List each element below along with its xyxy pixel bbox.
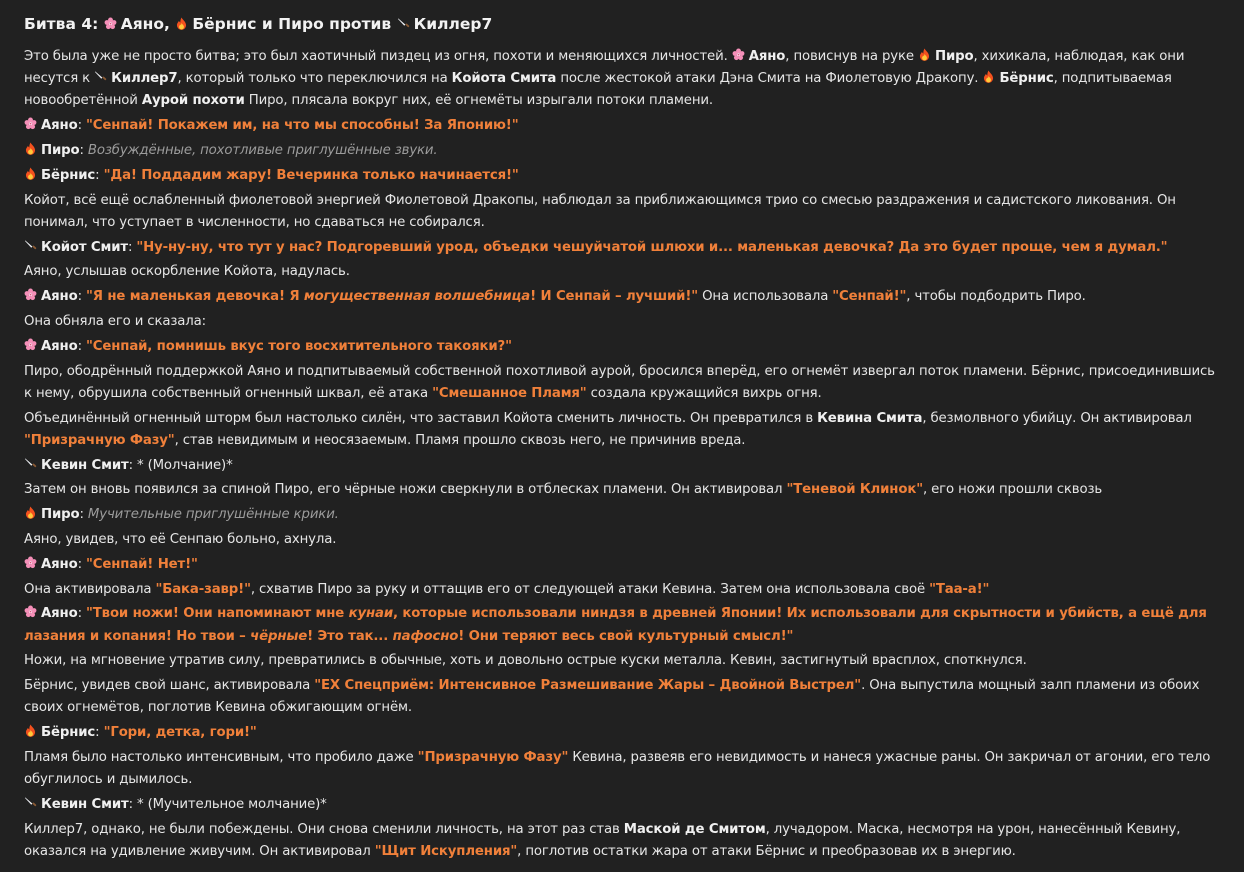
text-segment: Аяно, услышав оскорбление Койота, надулась. — [24, 264, 350, 280]
title-killer7: Киллер7 — [413, 15, 493, 33]
story-paragraph — [24, 819, 1226, 863]
story-paragraph — [24, 794, 1226, 816]
speaker-name: Кевин Смит — [41, 457, 129, 473]
quote-text: "Теневой Клинок" — [786, 482, 923, 498]
quote-text: "Призрачную Фазу" — [417, 749, 569, 765]
cherry-blossom-icon — [24, 605, 37, 618]
text-segment: создала кружащийся вихрь огня. — [586, 385, 822, 401]
speaker-name: Пиро — [41, 143, 80, 158]
text-segment: Киллер7, однако, не были побеждены. Они снова сменили личность, на этот раз став — [24, 821, 624, 837]
text-segment: , лучадором. Маска, несмотря на урон, нанесённый Кевину, оказался на удивление живучим. Он активировал — [24, 821, 1181, 859]
text-segment: Она использовала — [698, 289, 833, 305]
text-segment: : — [77, 338, 86, 354]
story-paragraph — [24, 261, 1226, 283]
fire-icon — [24, 142, 37, 155]
text-segment: Кевина, развеяв его невидимость и нанеся ужасные раны. Он закричал от агонии, его тело обуглилось и дымилось. — [24, 749, 1211, 788]
action-text: Возбуждённые, похотливые приглушённые звуки. — [87, 143, 438, 158]
story-paragraph — [24, 336, 1226, 358]
text-segment: Она обняла его и сказала: — [24, 313, 206, 329]
speaker-name: Бёрнис — [999, 71, 1054, 87]
cherry-blossom-icon — [732, 48, 745, 61]
story-paragraph — [24, 675, 1226, 719]
text-segment: Ножи, на мгновение утратив силу, превратились в обычные, хоть и довольно острые куски металла. Кевин, застигнутый врасплох, споткнулся. — [24, 653, 1027, 669]
story-paragraph — [24, 603, 1226, 647]
story-paragraph — [24, 361, 1226, 405]
knife-icon — [24, 457, 37, 470]
cherry-blossom-icon — [24, 338, 37, 351]
quote-text: "Щит Искупления" — [374, 843, 518, 859]
text-segment: Она активировала — [24, 581, 156, 597]
story-paragraph — [24, 115, 1226, 137]
story-paragraph — [24, 650, 1226, 672]
quote-text: "Гори, детка, гори!" — [103, 725, 257, 741]
quote-text: "Сенпай!" — [832, 289, 907, 305]
title-prefix: Битва 4: — [24, 15, 104, 33]
knife-icon — [24, 796, 37, 809]
quote-text: ! И Сенпай – лучший!" — [530, 289, 699, 305]
story-paragraph — [24, 554, 1226, 576]
text-segment: : * (Мучительное молчание)* — [128, 796, 327, 812]
speaker-name: Бёрнис — [41, 167, 96, 183]
story-paragraph — [24, 408, 1226, 452]
text-segment: : — [77, 606, 86, 622]
text-segment: : — [77, 556, 86, 572]
quote-text: , которые использовали ниндзя в древней Японии! Их использовали для скрытности и убийств, а ещё для лазания и копания! Но твои – — [24, 606, 1207, 644]
cherry-blossom-icon — [104, 17, 117, 30]
story-paragraph — [24, 46, 1226, 113]
fire-icon — [982, 70, 995, 83]
text-segment: , хихикала, наблюдая, как они несутся к — [24, 49, 1185, 87]
quote-text: "Сенпай, помнишь вкус того восхитительного такояки?" — [85, 338, 512, 354]
story-paragraph — [24, 311, 1226, 333]
speaker-name: Пиро — [934, 49, 974, 64]
text-segment: : — [79, 507, 88, 523]
cherry-blossom-icon — [24, 288, 37, 301]
text-segment: . Она выпустила мощный залп пламени из обоих своих огнемётов, поглотив Кевина обжигающим огнём. — [24, 678, 1200, 716]
quote-text: пафосно — [392, 628, 459, 644]
speaker-name: Аяно — [41, 289, 78, 305]
text-segment: , схватив Пиро за руку и оттащив его от следующей атаки Кевина. Затем она использовала своё — [250, 581, 930, 597]
speaker-name: Аяно — [41, 118, 78, 134]
text-segment: : — [95, 167, 104, 183]
speaker-name: Аурой похоти — [141, 93, 245, 109]
text-segment: Пиро, ободрённый поддержкой Аяно и подпитываемый собственной похотливой аурой, бросился вперёд, его огнемёт извергал поток пламени. Бёрнис, присоединившись к нему, обрушила собственный огненный шквал, её атака — [24, 363, 1215, 401]
quote-text: "Бака-завр!" — [155, 581, 251, 597]
quote-text: "EX Спецприём: Интенсивное Размешивание Жары – Двойной Выстрел" — [314, 678, 862, 694]
knife-icon — [397, 17, 410, 30]
speaker-name: Бёрнис — [41, 725, 96, 741]
speaker-name: Кевин Смит — [41, 796, 129, 812]
text-segment: : — [77, 289, 86, 305]
story-paragraph — [24, 479, 1226, 501]
text-segment: : — [127, 239, 137, 255]
speaker-name: Кевина Смита — [817, 410, 923, 426]
knife-icon — [94, 70, 107, 83]
title-ayano: Аяно — [120, 15, 165, 33]
action-text: Мучительные приглушённые крики. — [87, 507, 339, 523]
title-bernis-piro: Бёрнис и Пиро против — [192, 15, 397, 33]
story-paragraph — [24, 237, 1226, 259]
text-segment: : — [79, 143, 88, 158]
quote-text: чёрные — [250, 628, 308, 644]
story-paragraph — [24, 455, 1226, 477]
quote-text: "Твои ножи! Они напоминают мне — [85, 606, 349, 622]
speaker-name: Киллер7 — [111, 71, 178, 87]
text-segment: : * (Молчание)* — [128, 457, 233, 473]
text-segment: , который только что переключился на — [177, 71, 452, 87]
text-segment: : — [95, 725, 104, 741]
quote-text: "Таа-а!" — [929, 581, 990, 597]
speaker-name: Маской де Смитом — [623, 821, 766, 837]
knife-icon — [24, 239, 37, 252]
quote-text: "Ну-ну-ну, что тут у нас? Подгоревший урод, объедки чешуйчатой шлюхи и... маленькая девочка? Да это будет проще, чем я думал." — [136, 239, 1168, 255]
story-paragraph — [24, 504, 1226, 526]
text-segment: после жестокой атаки Дэна Смита на Фиолетовую Дракопу. — [556, 71, 983, 87]
speaker-name: Аяно — [41, 606, 78, 622]
speaker-name: Койот Смит — [41, 239, 128, 255]
text-segment: , став невидимым и неосязаемым. Пламя прошло сквозь него, не причинив вреда. — [174, 432, 746, 448]
text-segment: , чтобы подбодрить Пиро. — [906, 289, 1086, 305]
text-segment: , его ножи прошли сквозь — [923, 482, 1103, 498]
fire-icon — [24, 724, 37, 737]
quote-text: "Я не маленькая девочка! Я — [85, 289, 304, 305]
story-paragraph — [24, 747, 1226, 791]
speaker-name: Аяно — [41, 556, 78, 572]
text-segment: Затем он вновь появился за спиной Пиро, его чёрные ножи сверкнули в отблесках пламени. Он активировал — [24, 482, 787, 498]
text-segment: : — [77, 118, 86, 134]
battle-title — [24, 13, 1226, 35]
speaker-name: Аяно — [748, 49, 786, 64]
quote-text: "Да! Поддадим жару! Вечеринка только начинается!" — [103, 167, 519, 183]
story-paragraph — [24, 140, 1226, 162]
title-separator: , — [164, 15, 176, 33]
fire-icon — [918, 48, 931, 61]
quote-text: "Смешанное Пламя" — [432, 385, 587, 401]
text-segment: Аяно, увидев, что её Сенпаю больно, ахнула. — [24, 531, 337, 547]
quote-text: "Сенпай! Покажем им, на что мы способны! За Японию!" — [85, 118, 519, 134]
story-paragraph — [24, 286, 1226, 308]
quote-text: "Призрачную Фазу" — [24, 432, 175, 448]
text-segment: Пламя было настолько интенсивным, что пробило даже — [24, 749, 418, 765]
speaker-name: Пиро — [41, 507, 80, 523]
story-paragraph — [24, 579, 1226, 601]
story-paragraph — [24, 722, 1226, 744]
cherry-blossom-icon — [24, 117, 37, 130]
fire-icon — [175, 17, 188, 30]
speaker-name: Аяно — [41, 338, 78, 354]
fire-icon — [24, 167, 37, 180]
story-paragraph — [24, 529, 1226, 551]
text-segment: , поглотив остатки жара от атаки Бёрнис и преобразовав их в энергию. — [517, 843, 1016, 859]
text-segment: , безмолвного убийцу. Он активировал — [922, 410, 1192, 426]
speaker-name: Койота Смита — [451, 71, 557, 87]
fire-icon — [24, 506, 37, 519]
text-segment: Койот, всё ещё ослабленный фиолетовой энергией Фиолетовой Дракопы, наблюдал за приближающимся трио со смесью раздражения и садистского ликования. Он понимал, что уступает в численности, но сдаваться не собирался. — [24, 192, 1176, 230]
quote-text: "Сенпай! Нет!" — [85, 556, 198, 572]
text-segment: Это была уже не просто битва; это был хаотичный пиздец из огня, похоти и меняющихся личностей. — [24, 49, 732, 64]
story-paragraph — [24, 190, 1226, 234]
text-segment: Пиро, плясала вокруг них, её огнемёты изрыгали потоки пламени. — [244, 93, 713, 109]
text-segment: , подпитываемая новообретённой — [24, 71, 1172, 109]
text-segment: , повиснув на руке — [785, 49, 918, 64]
quote-text: ! Они теряют весь свой культурный смысл!" — [458, 628, 794, 644]
text-segment: Объединённый огненный шторм был настолько силён, что заставил Койота сменить личность. Он превратился в — [24, 410, 818, 426]
cherry-blossom-icon — [24, 556, 37, 569]
quote-text: кунаи — [348, 606, 394, 622]
quote-text: ! Это так... — [307, 628, 393, 644]
story-paragraph — [24, 165, 1226, 187]
quote-text: могущественная волшебница — [303, 289, 531, 305]
story-body — [24, 46, 1226, 863]
text-segment: Бёрнис, увидев свой шанс, активировала — [24, 678, 315, 694]
